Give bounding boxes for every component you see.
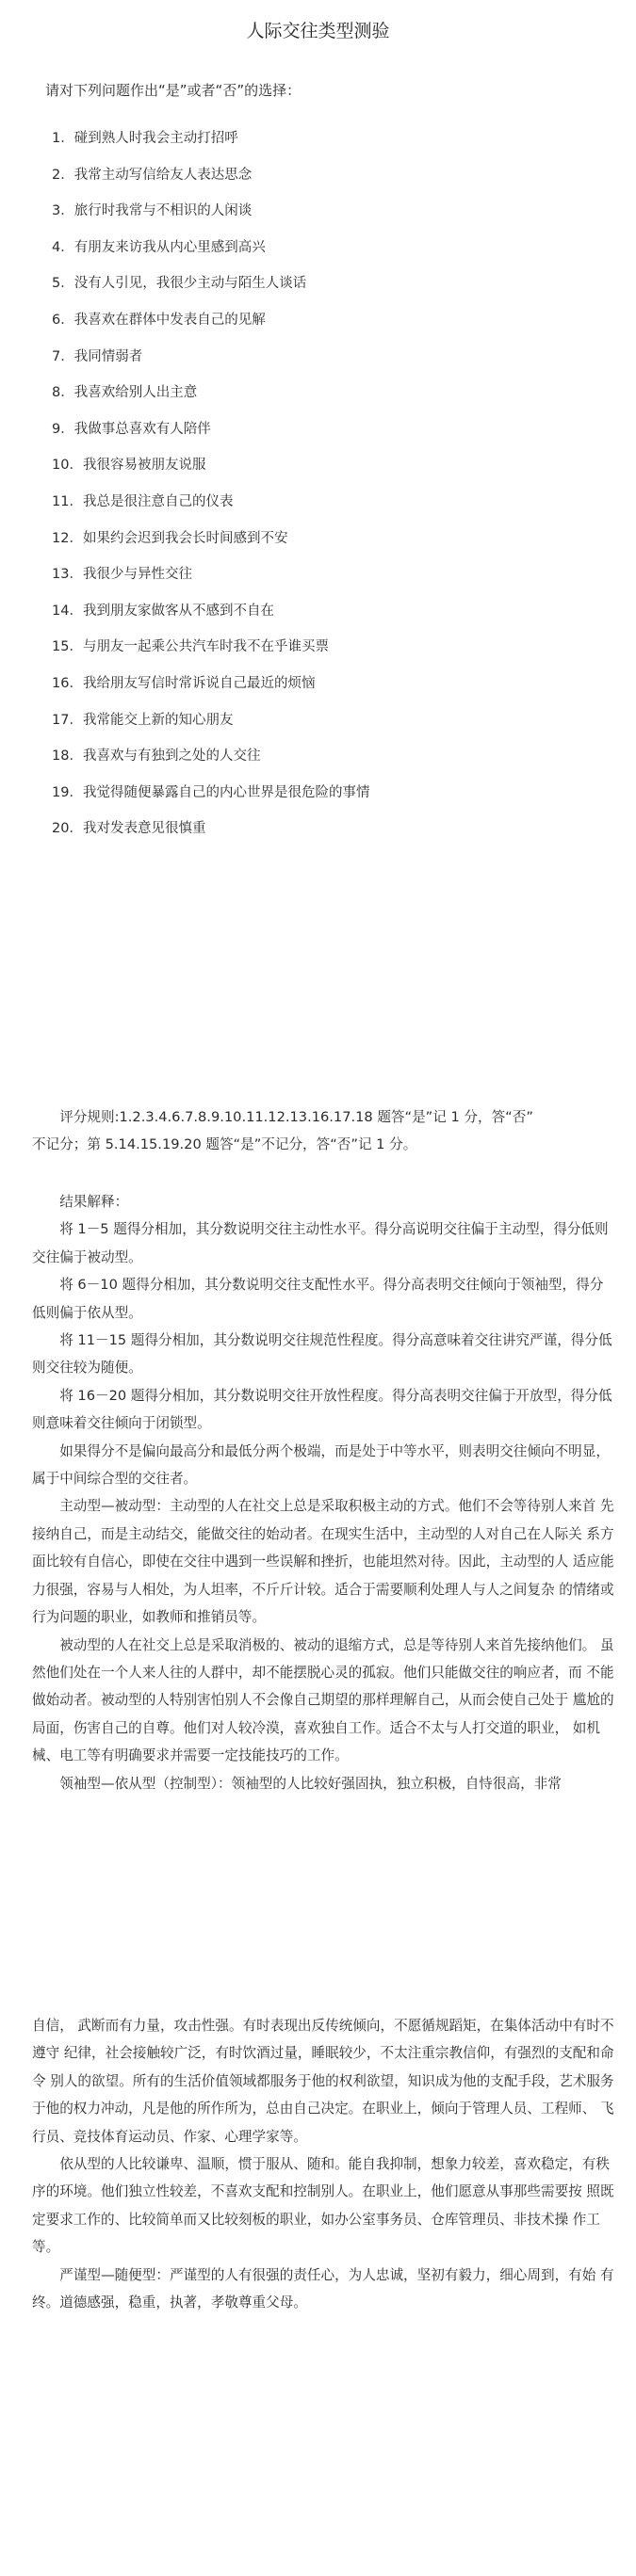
instruction-text: 请对下列问题作出“是”或者“否”的选择： — [45, 82, 302, 99]
paragraph: 严谨型—随便型：严谨型的人有很强的责任心，为人忠诚，坚初有毅力，细心周到，有始 有终。道德感强，稳重，执著，孝敬尊重父母。 — [32, 2266, 614, 2311]
paragraph: 依从型的人比较谦卑、温顺，惯于服从、随和。能自我抑制，想象力较差，喜欢稳定，有秩序的环境。他们独立性较差，不喜欢支配和控制别人。在职业上，他们愿意从事那些需要按 照既定要求工作的、比较简单而又比较刻板的职业，如办公室事务员、仓库管理员、非技术操 作工等。 — [32, 2156, 614, 2256]
question-item: 17．我常能交上新的知心朋友 — [52, 712, 234, 728]
paragraph: 将 6－10 题得分相加，其分数说明交往支配性水平。得分高表明交往倾向于领袖型，得分 低则偏于依从型。 — [32, 1277, 604, 1321]
question-item: 10．我很容易被朋友说服 — [52, 458, 206, 474]
paragraph: 将 11－15 题得分相加，其分数说明交往规范性程度。得分高意味着交往讲究严谨，得分低 则交往较为随便。 — [32, 1332, 612, 1377]
question-item: 7．我同情弱者 — [52, 348, 143, 364]
continuation-section — [32, 2012, 614, 2316]
paragraph: 将 16－20 题得分相加，其分数说明交往开放性程度。得分高表明交往偏于开放型，得分低 则意味着交往倾向于闭锁型。 — [32, 1387, 612, 1432]
paragraph: 领袖型—依从型（控制型）：领袖型的人比较好强固执，独立积极，自恃很高，非常 — [59, 1775, 562, 1792]
interpretation-heading: 结果解释： — [59, 1194, 129, 1210]
question-item: 2．我常主动写信给友人表达思念 — [52, 167, 253, 183]
paragraph: 将 1－5 题得分相加，其分数说明交往主动性水平。得分高说明交往偏于主动型，得分低则 交往偏于被动型。 — [32, 1221, 609, 1265]
question-item: 12．如果约会迟到我会长时间感到不安 — [52, 530, 288, 546]
scoring-line: 不记分；第 5.14.15.19.20 题答“是”不记分，答“否”记 1 分。 — [32, 1136, 417, 1153]
paragraph: 被动型的人在社交上总是采取消极的、被动的退缩方式，总是等待别人来首先接纳他们。 虽然他们处在一个人来人往的人群中，却不能摆脱心灵的孤寂。他们只能做交往的响应者，而 不能做始动者。被动型的人特别害怕别人不会像自己期望的那样理解自己，从而会使自己处于 尴尬的局面，伤害自己的自尊。他们对人较冷漠，喜欢独自工作。适合不太与人打交道的职业， 如机械、电工等有明确要求并需要一定技能技巧的工作。 — [32, 1636, 614, 1764]
question-item: 16．我给朋友写信时常诉说自己最近的烦恼 — [52, 675, 316, 691]
question-item: 15．与朋友一起乘公共汽车时我不在乎谁买票 — [52, 639, 329, 655]
question-item: 5．没有人引见，我很少主动与陌生人谈话 — [52, 276, 307, 292]
question-item: 11．我总是很注意自己的仪表 — [52, 493, 234, 509]
question-list — [52, 121, 369, 847]
question-item: 4．有朋友来访我从内心里感到高兴 — [52, 239, 266, 255]
paragraph: 自信， 武断而有力量，攻击性强。有时表现出反传统倾向，不愿循规蹈矩，在集体活动中有时不遵守 纪律，社会接触较广泛，有时饮酒过量，睡眠较少，不太注重宗教信仰，有强烈的支配和命令 别人的欲望。所有的生活价值领域都服务于他的权利欲望，知识成为他的支配手段，艺术服务 于他的权力冲动，凡是他的所作所为，总由自己决定。在职业上，倾向于管理人员、工程师、 飞行员、竞技体育运动员、作家、心理学家等。 — [32, 2018, 614, 2145]
question-item: 19．我觉得随便暴露自己的内心世界是很危险的事情 — [52, 784, 370, 800]
question-item: 13．我很少与异性交往 — [52, 567, 192, 583]
question-item: 1．碰到熟人时我会主动打招呼 — [52, 131, 238, 146]
question-item: 20．我对发表意见很慎重 — [52, 821, 206, 837]
paragraph: 主动型—被动型：主动型的人在社交上总是采取积极主动的方式。他们不会等待别人来首 先接纳自己，而是主动结交，能做交往的始动者。在现实生活中，主动型的人对自己在人际关 系方面比较有自信心，即使在交往中遇到一些误解和挫折，也能坦然对待。因此，主动型的人 适应能力很强，容易与人相处，为人坦率，不斤斤计较。适合于需要顺利处理人与人之间复杂 的情绪或行为问题的职业，如教师和推销员等。 — [32, 1498, 614, 1626]
question-item: 9．我做事总喜欢有人陪伴 — [52, 421, 211, 437]
page-title: 人际交往类型测验 — [246, 21, 390, 41]
question-item: 6．我喜欢在群体中发表自己的见解 — [52, 312, 266, 328]
scoring-line: 评分规则:1.2.3.4.6.7.8.9.10.11.12.13.16.17.18 题答“是”记 1 分，答“否” — [59, 1109, 533, 1125]
question-item: 3．旅行时我常与不相识的人闲谈 — [52, 203, 253, 219]
question-item: 18．我喜欢与有独到之处的人交往 — [52, 749, 261, 765]
paragraph: 如果得分不是偏向最高分和最低分两个极端，而是处于中等水平，则表明交往倾向不明显， 属于中间综合型的交往者。 — [32, 1442, 610, 1488]
question-item: 8．我喜欢给别人出主意 — [52, 385, 198, 401]
question-item: 14．我到朋友家做客从不感到不自在 — [52, 603, 274, 619]
interpretation-section — [32, 1188, 614, 1797]
scoring-rules — [32, 1103, 614, 1159]
